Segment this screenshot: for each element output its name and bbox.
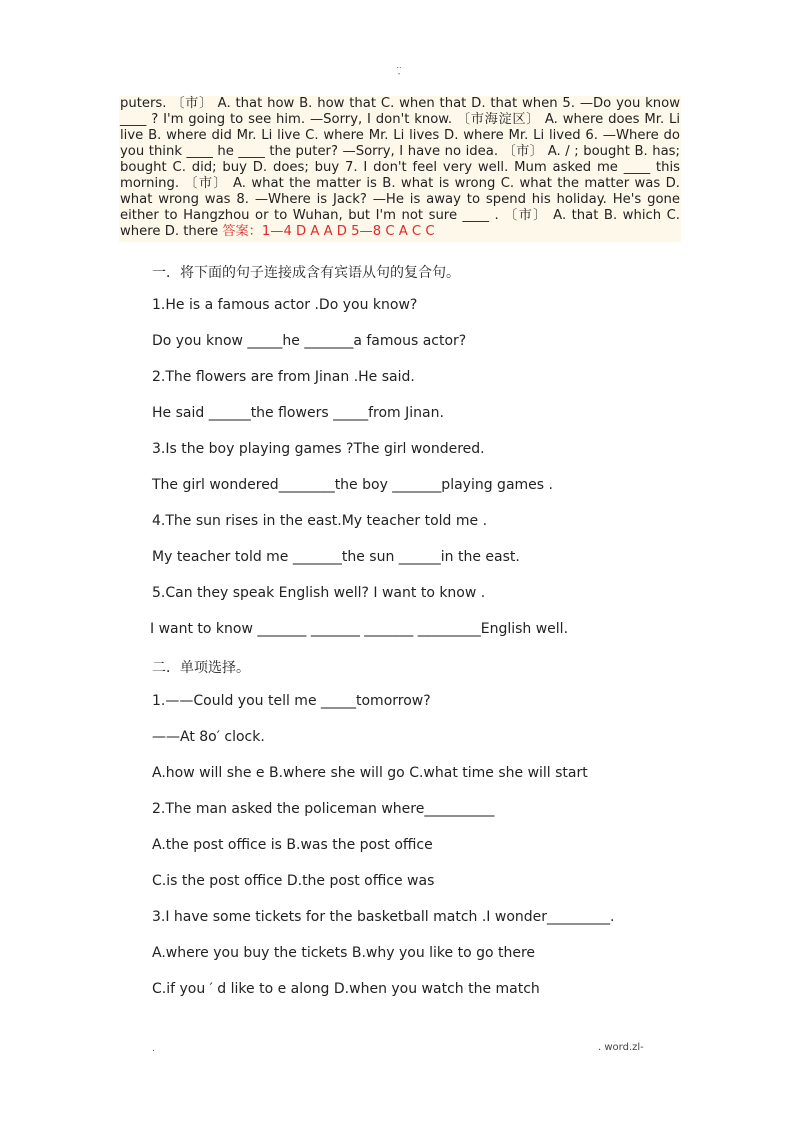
- text-line: The girl wondered________the boy _______playing games .: [152, 477, 553, 493]
- text-line: A.the post office is B.was the post office: [152, 837, 433, 853]
- text-line: 1.——Could you tell me _____tomorrow?: [152, 693, 431, 709]
- header-dots: ..: [396, 61, 402, 70]
- text-line: Do you know _____he _______a famous actor?: [152, 333, 467, 349]
- footer-right: . word.zl-: [598, 1042, 644, 1053]
- text-line: 4.The sun rises in the east.My teacher told me .: [152, 513, 488, 529]
- text-line: 3.I have some tickets for the basketball match .I wonder_________.: [152, 909, 615, 925]
- text-line: 2.The flowers are from Jinan .He said.: [152, 369, 415, 385]
- text-line: He said ______the flowers _____from Jinan.: [152, 405, 444, 421]
- text-line: ——At 8o′ clock.: [152, 729, 265, 745]
- text-line: A.how will she e B.where she will go C.what time she will start: [152, 765, 588, 781]
- text-line: 3.Is the boy playing games ?The girl wondered.: [152, 441, 485, 457]
- text-line: 一．将下面的句子连接成含有宾语从句的复合句。: [152, 265, 460, 281]
- text-line: 5.Can they speak English well? I want to know .: [152, 585, 486, 601]
- answer-key: 答案：1—4 D A A D 5—8 C A C C: [222, 224, 435, 239]
- text-line: I want to know _______ _______ _______ _________English well.: [150, 621, 569, 637]
- exercise-text: puters. 〔市〕 A. that how B. how that C. when that D. that when 5. —Do you know ____ ? I'm going to see him. —Sorry, I don't know. 〔市海淀区〕 A. where does Mr. Li live B. where did Mr. Li live C. where Mr. Li lives D. where Mr. Li lived 6. —Where do you think ____ he ____ the puter? —Sorry, I have no idea. 〔市〕 A. / ; bought B. has; bought C. did; buy D. does; buy 7. I don't feel very well. Mum asked me ____ this morning. 〔市〕 A. what the matter is B. what is wrong C. what the matter was D. what wrong was 8. —Where is Jack? —He is away to spend his holiday. He's gone either to Hangzhou or to Wuhan, but I'm not sure ____ . 〔市〕 A. that B. which C. where D. there: [120, 96, 680, 239]
- text-line: C.is the post office D.the post office was: [152, 873, 435, 889]
- highlighted-exercise-block: [119, 96, 681, 242]
- text-line: C.if you ′ d like to e along D.when you watch the match: [152, 981, 540, 997]
- text-line: 2.The man asked the policeman where__________: [152, 801, 495, 817]
- text-line: 1.He is a famous actor .Do you know?: [152, 297, 418, 313]
- header-dash: -: [397, 69, 401, 78]
- text-line: My teacher told me _______the sun ______in the east.: [152, 549, 520, 565]
- footer-left: .: [152, 1044, 155, 1054]
- page-header-mark: [394, 62, 404, 78]
- text-line: A.where you buy the tickets B.why you like to go there: [152, 945, 536, 961]
- text-line: 二．单项选择。: [152, 660, 250, 676]
